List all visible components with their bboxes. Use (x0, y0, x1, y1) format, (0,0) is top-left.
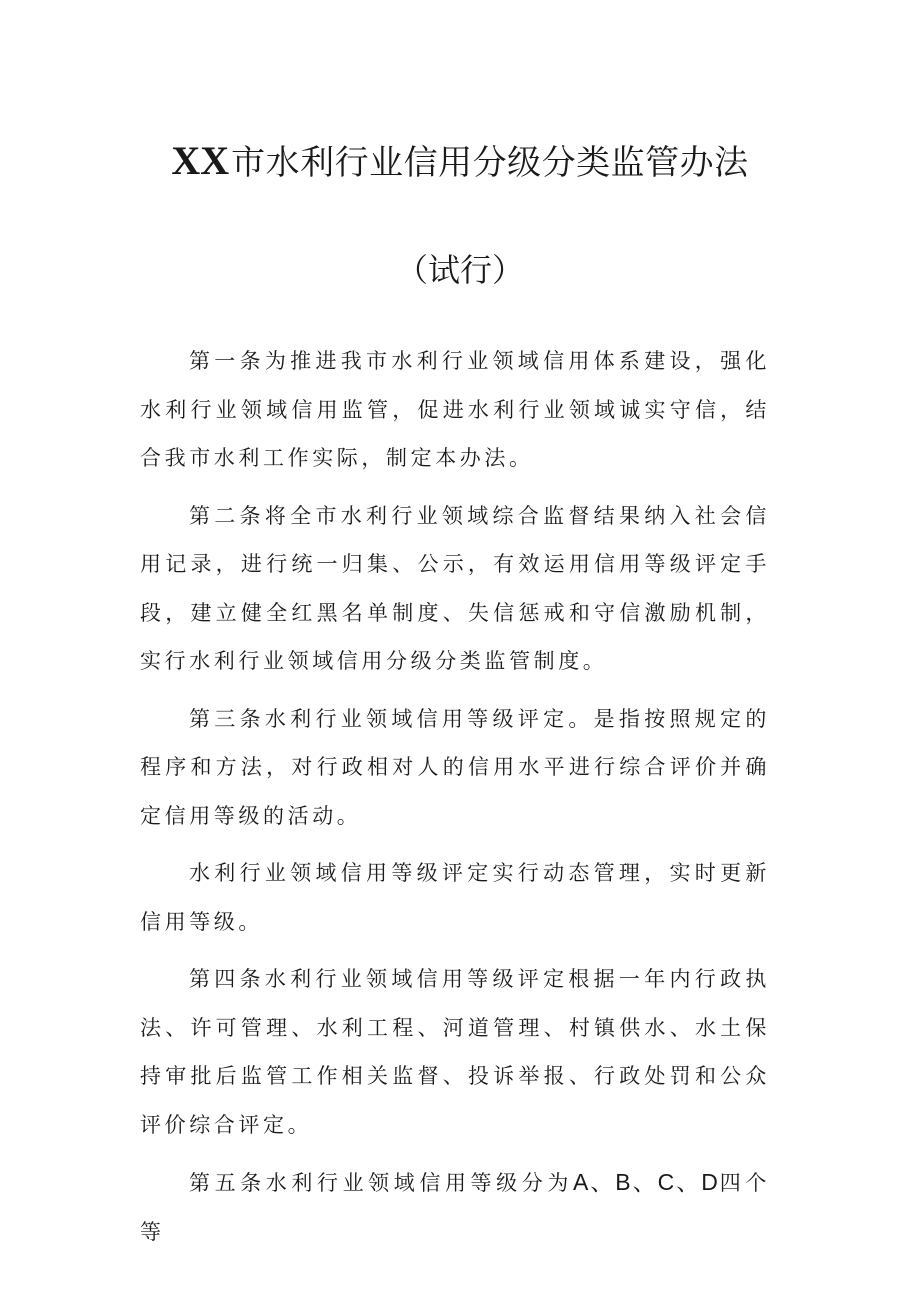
credit-grades: A、B、C、D (572, 1169, 719, 1195)
document-body (140, 337, 770, 1265)
document-title (0, 136, 920, 188)
article-4-paragraph: 第四条水利行业领域信用等级评定根据一年内行政执法、许可管理、水利工程、河道管理、村镇供水、水土保持审批后监管工作相关监督、投诉举报、行政处罚和公众评价综合评定。 (140, 967, 770, 1137)
article-1-paragraph: 第一条为推进我市水利行业领域信用体系建设，强化水利行业领域信用监管，促进水利行业领域诚实守信，结合我市水利工作实际，制定本办法。 (140, 349, 770, 470)
title-prefix: XX (171, 138, 230, 183)
article-3-supplement-paragraph: 水利行业领域信用等级评定实行动态管理，实时更新信用等级。 (140, 861, 770, 934)
article-5-paragraph (140, 1158, 770, 1256)
article-2-paragraph: 第二条将全市水利行业领域综合监督结果纳入社会信用记录，进行统一归集、公示，有效运用信用等级评定手段，建立健全红黑名单制度、失信惩戒和守信激励机制，实行水利行业领域信用分级分类监管制度。 (140, 503, 770, 673)
article-5-text-before: 第五条水利行业领域信用等级分为 (189, 1171, 573, 1195)
article-3-paragraph: 第三条水利行业领域信用等级评定。是指按照规定的程序和方法，对行政相对人的信用水平进行综合评价并确定信用等级的活动。 (140, 706, 770, 828)
document-subtitle: （试行） (395, 251, 524, 289)
article-5-text-after: 四个等 (140, 1171, 771, 1244)
title-main: 市水利行业信用分级分类监管办法 (231, 143, 749, 183)
